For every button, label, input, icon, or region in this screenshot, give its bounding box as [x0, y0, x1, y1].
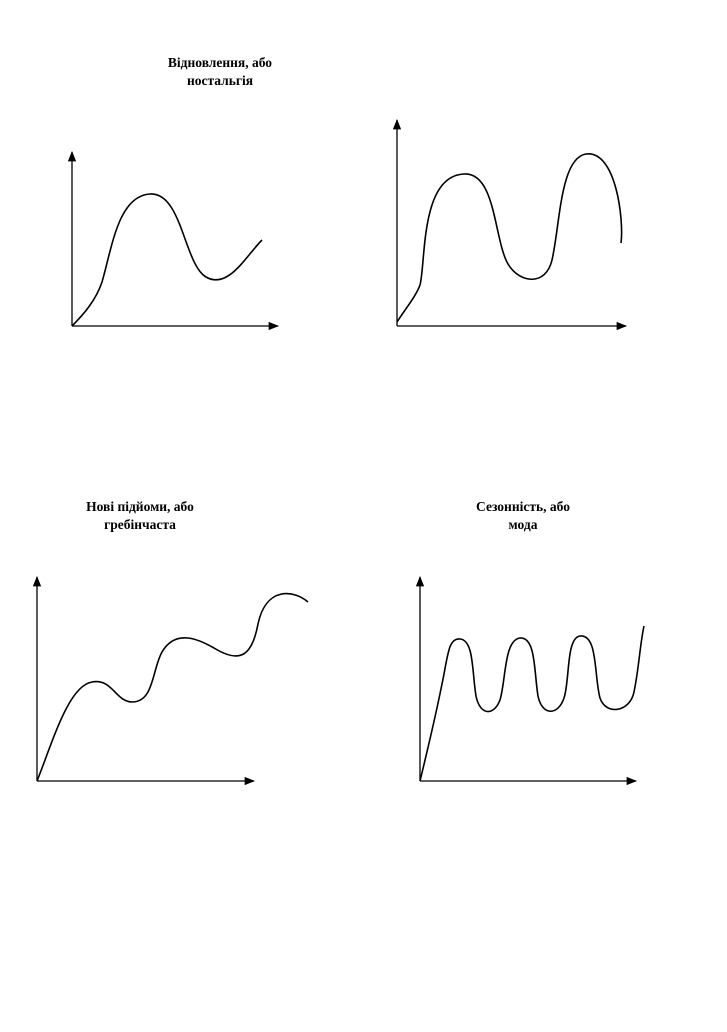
caption-new-rises-line-1: Нові підйоми, або — [86, 499, 194, 514]
new-rises-curve — [37, 594, 308, 781]
second-peak-curve — [397, 154, 622, 322]
diagram-new-rises — [37, 577, 308, 781]
caption-seasonality-line-1: Сезонність, або — [476, 499, 570, 514]
diagram-seasonality — [420, 577, 644, 781]
recovery-curve — [72, 194, 262, 326]
diagram-second-peak — [397, 120, 626, 326]
caption-recovery-line-1: Відновлення, або — [167, 55, 273, 70]
diagram-recovery — [72, 152, 278, 326]
caption-new-rises-line-2: гребінчаста — [104, 517, 176, 532]
seasonality-curve — [420, 626, 644, 781]
caption-recovery-line-2: ностальгія — [186, 73, 254, 88]
caption-seasonality-line-2: мода — [508, 517, 538, 532]
